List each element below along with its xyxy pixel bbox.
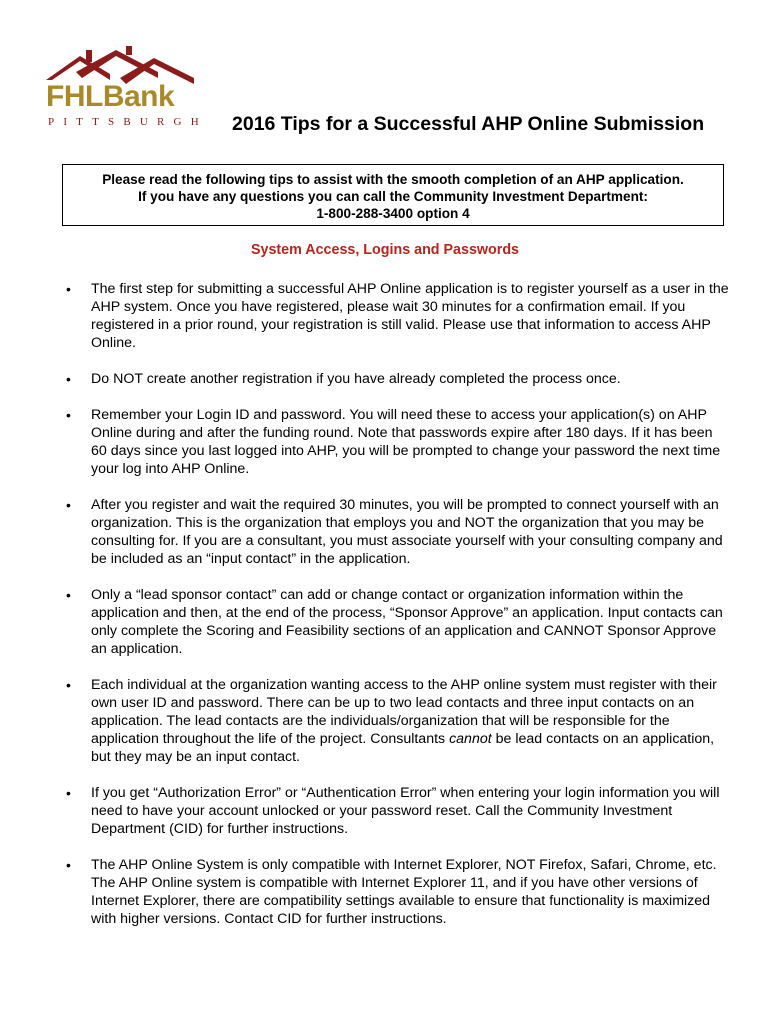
bullet-icon: • [66, 677, 71, 693]
bullet-icon: • [66, 497, 71, 513]
tip-text: The AHP Online System is only compatible with Internet Explorer, NOT Firefox, Safari, Chrome, etc. The AHP Online system is compatible with Internet Explorer 11, and if you have other versions of Internet Explorer, there are compatibility settings available to ensure that functionality is maximized with higher versions. Contact CID for further instructions. [91, 857, 717, 927]
list-item [62, 586, 732, 658]
section-heading: System Access, Logins and Passwords [250, 242, 520, 258]
tip-text: Remember your Login ID and password. You will need these to access your application(s) on AHP Online during and after the funding round. Note that passwords expire after 180 days. If it has been 60 days since you last logged into AHP, you will be prompted to change your password the next time your log into AHP Online. [91, 407, 721, 477]
tip-text: Only a “lead sponsor contact” can add or change contact or organization information within the application and then, at the end of the process, “Sponsor Approve” an application. Input contacts can only complete the Scoring and Feasibility sections of an application and CANNOT Sponsor Approve an application. [91, 587, 723, 657]
bullet-icon: • [66, 407, 71, 423]
bullet-icon: • [66, 785, 71, 801]
tip-text: After you register and wait the required 30 minutes, you will be prompted to connect yourself with an organization. This is the organization that employs you and NOT the organization that you may be consulting for. If you are a consultant, you must associate yourself with your consulting company and be included as an “input contact” in the application. [91, 497, 723, 567]
logo-wordmark: FHLBank [46, 80, 175, 113]
tip-text-part: Each individual at the organization wanting access to the AHP online system must register with their own user ID and password. There can be up to two lead contacts and three input contacts on an application. The lead contacts are the individuals/organization that will be responsible for the application throughout the life of the project. Consultants [91, 677, 717, 747]
tip-text: Do NOT create another registration if you have already completed the process once. [91, 371, 621, 387]
tip-text-emphasis: cannot [449, 731, 492, 747]
list-item [62, 784, 732, 838]
bullet-icon: • [66, 857, 71, 873]
bullet-icon: • [66, 281, 71, 297]
list-item [62, 406, 732, 478]
list-item [62, 280, 732, 352]
bullet-icon: • [66, 587, 71, 603]
tip-text-part: be lead contacts on an application, but they may be an input contact. [91, 731, 715, 765]
notice-phone: 1-800-288-3400 option 4 [316, 206, 470, 221]
tip-text: If you get “Authorization Error” or “Authentication Error” when entering your login information you will need to have your account unlocked or your password reset. Call the Community Investment Department (CID) for further instructions. [91, 785, 720, 837]
tips-list [62, 280, 732, 946]
bullet-icon: • [66, 371, 71, 387]
document-title: 2016 Tips for a Successful AHP Online Submission [232, 113, 705, 135]
notice-box [62, 164, 724, 226]
notice-line-2: If you have any questions you can call the Community Investment Department: [138, 189, 648, 204]
list-item [62, 856, 732, 928]
tip-text [91, 676, 732, 766]
list-item [62, 676, 732, 766]
notice-line-1: Please read the following tips to assist with the smooth completion of an AHP application. [102, 172, 684, 187]
list-item [62, 496, 732, 568]
tip-text: The first step for submitting a successful AHP Online application is to register yourself as a user in the AHP system. Once you have registered, please wait 30 minutes for a confirmation email. If you registered in a prior round, your registration is still valid. Please use that information to access AHP Online. [91, 281, 729, 351]
logo-city: PITTSBURGH [48, 116, 208, 128]
fhlbank-logo [44, 46, 208, 138]
list-item [62, 370, 732, 388]
